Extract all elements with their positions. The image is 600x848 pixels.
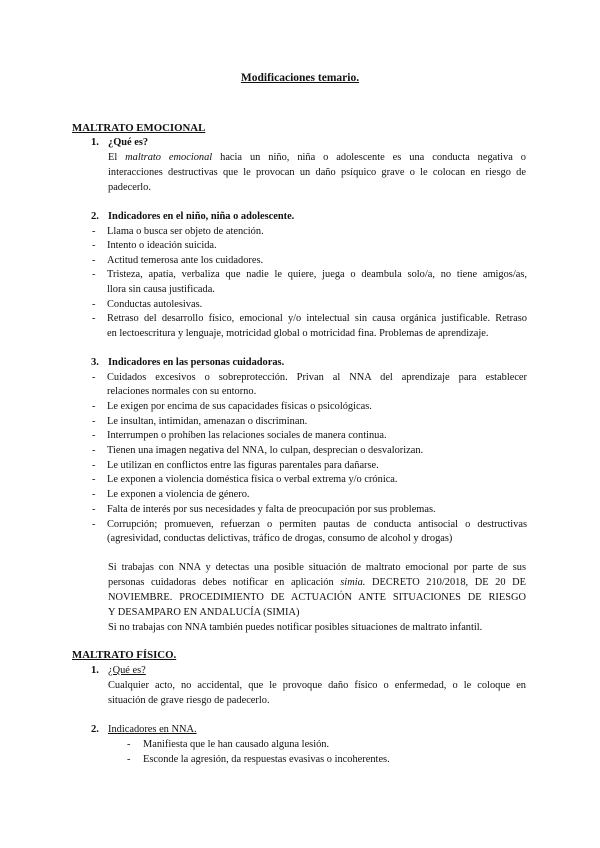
definition-line: El maltrato emocional hacia un niño, niña o adolescente es una conducta negativa o bbox=[108, 152, 526, 163]
list-item: Le exponen a violencia de género. bbox=[107, 489, 250, 500]
item-number: 2. bbox=[91, 211, 99, 222]
item-number: 1. bbox=[91, 665, 99, 676]
definition-line: Cualquier acto, no accidental, que le provoque daño físico o enfermedad, o le coloque en bbox=[108, 680, 526, 691]
list-item-continuation: (agresividad, conductas delictivas, tráfico de drogas, consumo de alcohol y drogas) bbox=[107, 533, 453, 544]
note-line: Y DESAMPARO EN ANDALUCÍA (SIMIA) bbox=[108, 607, 300, 618]
subheading-indicadores-nna: Indicadores en el niño, niña o adolescente. bbox=[108, 211, 295, 222]
subheading-que-es: ¿Qué es? bbox=[108, 665, 146, 676]
page-title: Modificaciones temario. bbox=[240, 72, 360, 84]
list-item: Cuidados excesivos o sobreprotección. Privan al NNA del aprendizaje para establecer bbox=[107, 372, 527, 383]
list-item: Falta de interés por sus necesidades y falta de preocupación por sus problemas. bbox=[107, 504, 436, 515]
dash-bullet: - bbox=[92, 489, 96, 500]
list-item: Tristeza, apatía, verbaliza que nadie le quiere, juega o deambula solo/a, no tiene amigos/as, bbox=[107, 269, 527, 280]
section-heading-maltrato-fisico: MALTRATO FÍSICO. bbox=[72, 649, 177, 661]
item-number: 1. bbox=[91, 137, 99, 148]
subheading-indicadores-cuidadoras: Indicadores en las personas cuidadoras. bbox=[108, 357, 285, 368]
list-item: Conductas autolesivas. bbox=[107, 299, 203, 310]
dash-bullet: - bbox=[92, 226, 96, 237]
dash-bullet: - bbox=[92, 519, 96, 530]
list-item: Le insultan, intimidan, amenazan o discriminan. bbox=[107, 416, 308, 427]
note-line: personas cuidadoras debes notificar en aplicación simia. DECRETO 210/2018, DE 20 DE bbox=[108, 577, 527, 588]
list-item: Esconde la agresión, da respuestas evasivas o incoherentes. bbox=[143, 754, 390, 765]
dash-bullet: - bbox=[92, 299, 96, 310]
subheading-que-es: ¿Qué es? bbox=[108, 137, 149, 148]
subheading-indicadores-nna: Indicadores en NNA. bbox=[108, 724, 197, 735]
list-item-continuation: en lectoescritura y lenguaje, motricidad global o motricidad fina. Problemas de aprendizaje. bbox=[107, 328, 489, 339]
dash-bullet: - bbox=[127, 739, 131, 750]
note-line: NOVIEMBRE. PROCEDIMIENTO DE ACTUACIÓN ANTE SITUACIONES DE RIESGO bbox=[108, 592, 526, 603]
list-item: Llama o busca ser objeto de atención. bbox=[107, 226, 264, 237]
item-number: 2. bbox=[91, 724, 99, 735]
list-item: Actitud temerosa ante los cuidadores. bbox=[107, 255, 264, 266]
definition-line: situación de grave riesgo de padecerlo. bbox=[108, 695, 270, 706]
list-item: Le exigen por encima de sus capacidades físicas o psicológicas. bbox=[107, 401, 372, 412]
list-item: Retraso del desarrollo físico, emocional y/o intelectual sin causa orgánica justificable. Retraso bbox=[107, 313, 527, 324]
dash-bullet: - bbox=[127, 754, 131, 765]
dash-bullet: - bbox=[92, 445, 96, 456]
note-line: Si no trabajas con NNA también puedes notificar posibles situaciones de maltrato infantil. bbox=[108, 622, 483, 633]
dash-bullet: - bbox=[92, 255, 96, 266]
dash-bullet: - bbox=[92, 269, 96, 280]
section-heading-maltrato-emocional: MALTRATO EMOCIONAL bbox=[72, 122, 206, 134]
dash-bullet: - bbox=[92, 240, 96, 251]
note-line: Si trabajas con NNA y detectas una posible situación de maltrato emocional por parte de sus bbox=[108, 562, 526, 573]
list-item: Intento o ideación suicida. bbox=[107, 240, 217, 251]
list-item: Interrumpen o prohíben las relaciones sociales de manera continua. bbox=[107, 430, 387, 441]
definition-line: interacciones destructivas que le provocan un daño psíquico grave o le colocan en riesgo de bbox=[108, 167, 526, 178]
dash-bullet: - bbox=[92, 372, 96, 383]
dash-bullet: - bbox=[92, 504, 96, 515]
dash-bullet: - bbox=[92, 474, 96, 485]
dash-bullet: - bbox=[92, 460, 96, 471]
dash-bullet: - bbox=[92, 430, 96, 441]
dash-bullet: - bbox=[92, 416, 96, 427]
list-item: Tienen una imagen negativa del NNA, lo culpan, desprecian o desvalorizan. bbox=[107, 445, 424, 456]
item-number: 3. bbox=[91, 357, 99, 368]
list-item: Manifiesta que le han causado alguna lesión. bbox=[143, 739, 330, 750]
list-item-continuation: relaciones normales con su entorno. bbox=[107, 386, 257, 397]
list-item: Corrupción; promueven, refuerzan o permiten pautas de conducta antisocial o destructivas bbox=[107, 519, 527, 530]
list-item: Le exponen a violencia doméstica física o verbal extrema y/o crónica. bbox=[107, 474, 398, 485]
dash-bullet: - bbox=[92, 313, 96, 324]
list-item: Le utilizan en conflictos entre las figuras parentales para dañarse. bbox=[107, 460, 379, 471]
definition-line: padecerlo. bbox=[108, 182, 151, 193]
list-item-continuation: llora sin causa justificada. bbox=[107, 284, 215, 295]
dash-bullet: - bbox=[92, 401, 96, 412]
